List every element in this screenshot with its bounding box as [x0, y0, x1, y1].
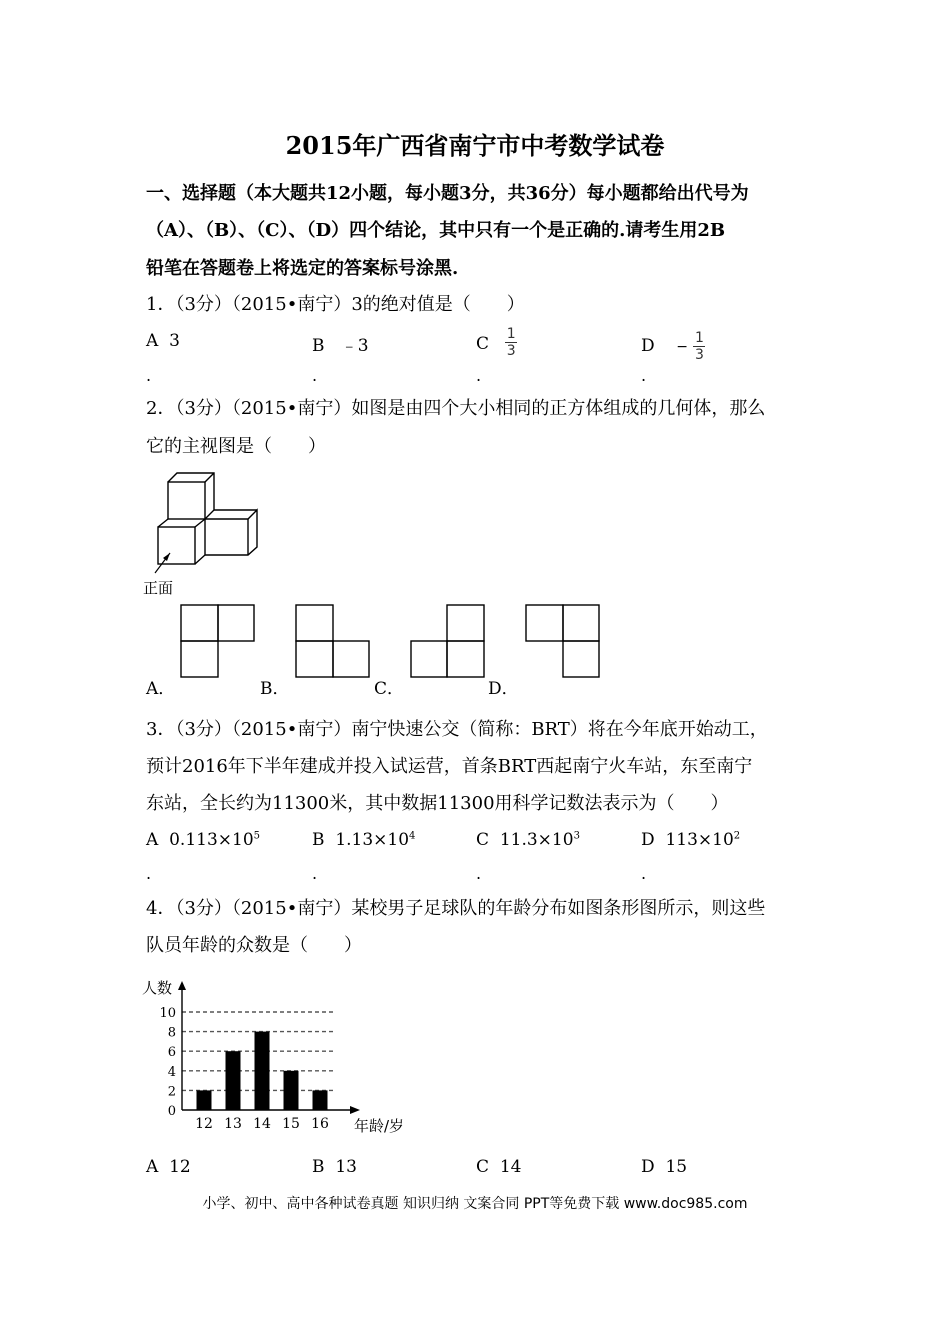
x-tick-label: 16 [311, 1116, 329, 1132]
bar-12 [197, 1090, 212, 1110]
q2-option-c-figure [410, 604, 490, 680]
bar-14 [255, 1032, 270, 1110]
fraction [505, 327, 517, 358]
y-tick-label: 6 [167, 1045, 176, 1061]
bar-13 [226, 1051, 241, 1110]
q4-option-c[interactable] [476, 1157, 521, 1177]
option-letter: C [476, 334, 490, 354]
q1-stem: 1．（3分）（2015•南宁）3的绝对值是（ ） [146, 294, 525, 315]
x-tick-label: 14 [253, 1116, 271, 1132]
option-value: 1.13×10 [335, 830, 410, 850]
option-dot: . [146, 864, 152, 883]
q1-option-a[interactable] [146, 331, 180, 351]
option-letter: B [312, 1157, 325, 1177]
q3-stem-line1: 3．（3分）（2015•南宁）南宁快速公交（简称：BRT）将在今年底开始动工， [146, 719, 768, 740]
option-dot: . [476, 864, 482, 883]
page-title: 2015年广西省南宁市中考数学试卷 [285, 131, 665, 160]
exponent: 4 [409, 830, 416, 842]
option-dot: . [641, 864, 647, 883]
y-tick-label: 4 [167, 1064, 176, 1080]
fraction [693, 331, 705, 362]
x-axis-arrow [350, 1106, 360, 1114]
option-value: 14 [499, 1157, 522, 1177]
x-tick-label: 15 [282, 1116, 300, 1132]
q3-stem-line3: 东站，全长约为11300米，其中数据11300用科学记数法表示为（ ） [146, 793, 729, 814]
q2-option-c[interactable]: C． [374, 679, 405, 699]
footer-text: 小学、初中、高中各种试卷真题 知识归纳 文案合同 PPT等免费下载 www.doc985.com [202, 1196, 748, 1212]
option-letter: D [641, 336, 655, 356]
option-value: 13 [335, 1157, 357, 1177]
q3-option-d[interactable] [641, 830, 740, 850]
chart-ylabel: 人数 [142, 979, 173, 997]
q3-option-b[interactable] [312, 830, 415, 850]
option-dot: . [312, 864, 318, 883]
q3-stem-line2: 预计2016年下半年建成并投入试运营，首条BRT西起南宁火车站，东至南宁 [146, 756, 753, 777]
x-tick-label: 13 [224, 1116, 242, 1132]
y-tick-label: 10 [159, 1006, 176, 1021]
q2-option-a[interactable]: A． [146, 679, 176, 699]
option-value: 11.3×10 [499, 830, 574, 850]
q4-option-a[interactable] [146, 1157, 191, 1177]
fraction-denominator: 3 [506, 343, 516, 359]
bar-15 [284, 1071, 299, 1110]
option-value: ﹣3 [340, 336, 369, 356]
option-value: 0.113×10 [169, 830, 254, 850]
q3-option-c[interactable] [476, 830, 580, 850]
q4-stem-line2: 队员年龄的众数是（ ） [146, 935, 362, 956]
option-dot: . [476, 366, 482, 385]
option-letter: B [312, 336, 325, 356]
q2-option-d[interactable]: D． [488, 679, 519, 699]
chart-xlabel: 年龄/岁 [354, 1117, 405, 1135]
option-letter: C [476, 830, 490, 850]
fraction-numerator: 1 [506, 326, 516, 342]
y-axis-arrow [178, 981, 186, 990]
option-value: 12 [169, 1157, 191, 1177]
y-tick-label: 8 [167, 1025, 176, 1041]
q2-option-a-figure [180, 604, 260, 680]
section-instructions-line1: 一、选择题（本大题共12小题，每小题3分，共36分）每小题都给出代号为 [146, 183, 749, 204]
q1-option-c[interactable] [476, 326, 517, 359]
q4-option-b[interactable] [312, 1157, 357, 1177]
exponent: 5 [253, 830, 261, 842]
q2-option-b[interactable]: B． [260, 679, 290, 699]
option-value: 3 [169, 331, 180, 351]
q2-option-b-figure [295, 604, 375, 680]
option-dot: . [641, 366, 647, 385]
bar-16 [313, 1090, 328, 1110]
fraction-numerator: 1 [694, 330, 704, 346]
y-tick-label: 2 [167, 1084, 176, 1100]
option-dot: . [146, 366, 152, 385]
exponent: 3 [573, 830, 580, 842]
section-instructions-line3: 铅笔在答题卷上将选定的答案标号涂黑. [146, 258, 459, 279]
q2-stem-line2: 它的主视图是（ ） [146, 436, 326, 457]
q4-option-d[interactable] [641, 1157, 687, 1177]
section-instructions-line2: （A）、（B）、（C）、（D）四个结论，其中只有一个是正确的.请考生用2B [146, 220, 726, 241]
fraction-denominator: 3 [694, 347, 704, 363]
q4-stem-line1: 4．（3分）（2015•南宁）某校男子足球队的年龄分布如图条形图所示，则这些 [146, 898, 766, 919]
y-tick-label: 0 [167, 1104, 176, 1119]
q2-option-d-figure [525, 604, 605, 680]
cube-figure [150, 465, 270, 575]
option-value: 15 [665, 1157, 688, 1177]
option-letter: A [146, 1157, 159, 1177]
front-label: 正面 [143, 579, 174, 597]
option-dot: . [312, 366, 318, 385]
q1-option-b[interactable] [312, 331, 369, 356]
q2-stem-line1: 2．（3分）（2015•南宁）如图是由四个大小相同的正方体组成的几何体，那么 [146, 398, 766, 419]
option-letter: D [641, 830, 655, 850]
option-letter: A [146, 331, 159, 351]
q1-option-d[interactable] [641, 331, 705, 362]
option-letter: D [641, 1157, 655, 1177]
age-bar-chart [140, 975, 420, 1140]
option-letter: B [312, 830, 325, 850]
option-letter: C [476, 1157, 490, 1177]
x-tick-label: 12 [195, 1116, 213, 1132]
minus-sign: − [676, 339, 688, 355]
option-value: 113×10 [665, 830, 734, 850]
option-letter: A [146, 830, 159, 850]
exponent: 2 [733, 830, 741, 842]
q3-option-a[interactable] [146, 830, 260, 850]
